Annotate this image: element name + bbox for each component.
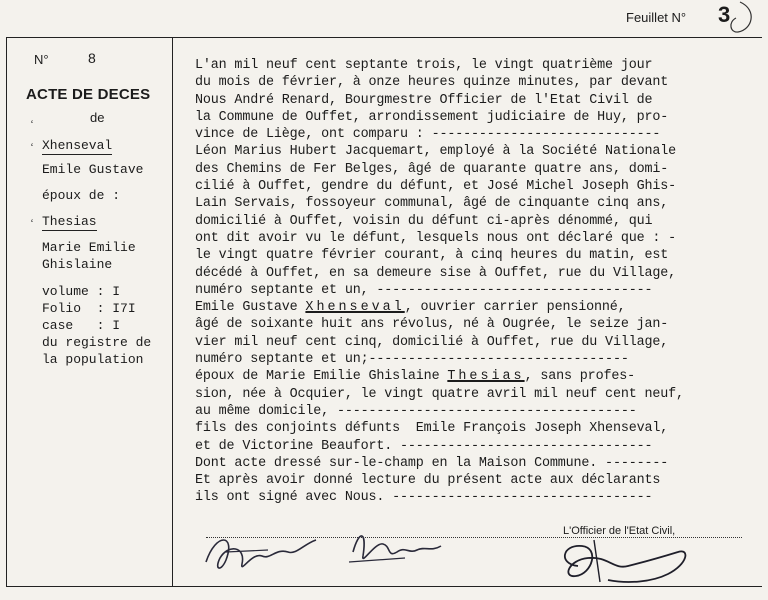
- spouse-name-line: [195, 368, 684, 385]
- body-text-line: le vingt quatre février courant, à cinq heures du matin, est: [195, 248, 669, 264]
- body-text-line: numéro septante et un, -----------------------------------: [195, 282, 653, 298]
- body-text-line: vince de Liège, ont comparu : -----------------------------: [195, 127, 661, 143]
- deceased-name-line: [195, 299, 684, 316]
- registre-line-2: la population: [42, 352, 144, 367]
- body-text-line: des Chemins de Fer Belges, âgé de quarante quatre ans, domi-: [195, 161, 669, 177]
- spaced-surname: Xhenseval: [305, 300, 405, 316]
- deceased-surname: Xhenseval: [42, 138, 113, 153]
- spouse-first-names-1: Marie Emilie: [42, 240, 136, 255]
- body-text-line: fils des conjoints défunts Emile François Joseph Xhenseval,: [195, 421, 669, 437]
- sheet-label: Feuillet N°: [626, 10, 687, 25]
- name-line-suffix: , sans profes-: [524, 369, 635, 385]
- declarant-signature-2: [345, 522, 455, 572]
- body-text-line: Et après avoir donné lecture du présent acte aux déclarants: [195, 473, 661, 489]
- case-line: case : I: [42, 318, 121, 333]
- body-text-line: domicilié à Ouffet, voisin du défunt ci-après dénommé, qui: [195, 213, 653, 229]
- spouse-label: époux de :: [42, 188, 121, 203]
- body-text-line: la Commune de Ouffet, arrondissement judiciaire de Huy, pro-: [195, 109, 669, 125]
- registre-line-1: du registre de: [42, 335, 152, 350]
- body-text-line: décédé à Ouffet, en sa demeure sise à Ouffet, rue du Village,: [195, 265, 677, 281]
- body-text-line: ont dit avoir vu le défunt, lesquels nous ont déclaré que : -: [195, 230, 677, 246]
- record-title: ACTE DE DECES: [26, 86, 151, 103]
- record-number: 8: [88, 50, 96, 66]
- name-line-prefix: époux de Marie Emilie Ghislaine: [195, 369, 448, 385]
- body-text-line: et de Victorine Beaufort. --------------------------------: [195, 438, 653, 454]
- record-number-label: N°: [34, 52, 49, 67]
- body-text-line: du mois de février, à onze heures quinze minutes, par devant: [195, 75, 669, 91]
- body-text-line: Léon Marius Hubert Jacquemart, employé à la Société Nationale: [195, 144, 677, 160]
- sheet-number: 3: [718, 2, 731, 27]
- frame-left-rule: [6, 37, 7, 586]
- spouse-first-names-2: Ghislaine: [42, 257, 113, 272]
- deceased-first-names: Emile Gustave: [42, 162, 144, 177]
- body-text-line: Dont acte dressé sur-le-champ en la Maison Commune. --------: [195, 455, 669, 471]
- name-line-prefix: Emile Gustave: [195, 300, 306, 316]
- body-text-line: âgé de soixante huit ans révolus, né à Ougrée, le seize jan-: [195, 317, 669, 333]
- volume-line: volume : I: [42, 284, 121, 299]
- margin-tick-mark: ‘: [30, 117, 34, 131]
- frame-top-rule: [6, 37, 762, 38]
- record-title-de: de: [90, 110, 105, 125]
- name-line-suffix: , ouvrier carrier pensionné,: [404, 300, 626, 316]
- body-text-line: vier mil neuf cent cinq, domicilié à Ouffet, rue du Village,: [195, 334, 669, 350]
- body-text-line: cilié à Ouffet, gendre du défunt, et José Michel Joseph Ghis-: [195, 179, 677, 195]
- pen-swirl-mark: [700, 0, 760, 40]
- officer-label: L'Officier de l'Etat Civil,: [563, 525, 676, 537]
- certificate-body-text: [195, 57, 684, 507]
- body-text-line: Lain Servais, fossoyeur communal, âgé de cinquante cinq ans,: [195, 196, 669, 212]
- spaced-surname: Thesias: [447, 369, 525, 385]
- officer-signature: [548, 530, 698, 588]
- margin-tick-mark: ‘: [30, 140, 34, 154]
- margin-tick-mark: ‘: [30, 216, 34, 230]
- spouse-surname: Thesias: [42, 214, 97, 229]
- body-text-line: ils ont signé avec Nous. ---------------------------------: [195, 490, 653, 506]
- body-text-line: numéro septante et un;---------------------------------: [195, 352, 629, 368]
- body-text-line: L'an mil neuf cent septante trois, le vingt quatrième jour: [195, 58, 653, 73]
- body-text-line: sion, née à Ocquier, le vingt quatre avril mil neuf cent neuf,: [195, 386, 684, 402]
- folio-line: Folio : I7I: [42, 301, 136, 316]
- body-text-line: Nous André Renard, Bourgmestre Officier de l'Etat Civil de: [195, 92, 653, 108]
- column-divider: [172, 37, 173, 586]
- body-text-line: au même domicile, --------------------------------------: [195, 403, 637, 419]
- declarant-signature-1: [196, 522, 326, 582]
